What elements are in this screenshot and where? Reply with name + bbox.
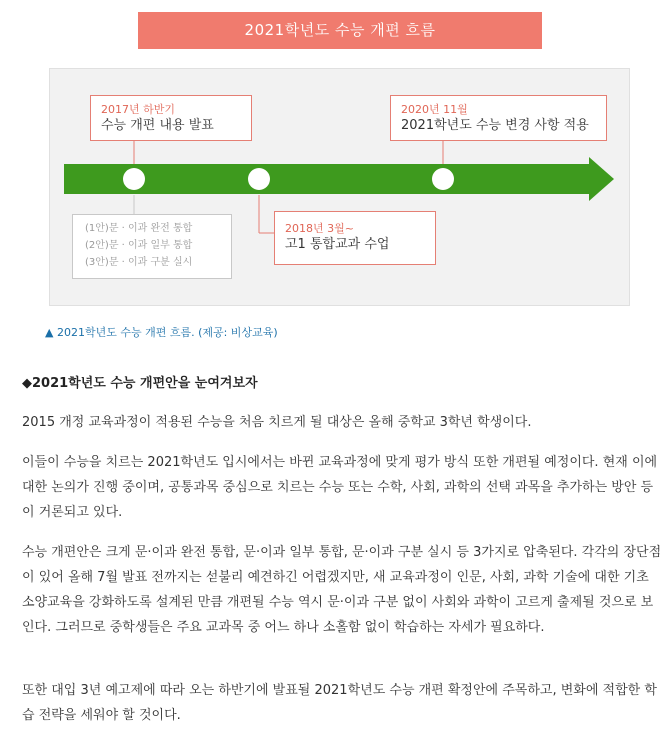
timeline-diagram xyxy=(49,68,630,306)
options-box xyxy=(72,214,232,279)
option-item: (1안)문 · 이과 완전 통합 xyxy=(85,223,193,234)
milestone-box-2017 xyxy=(90,95,252,141)
milestone-date: 2017년 하반기 xyxy=(101,103,175,116)
option-item: (2안)문 · 이과 일부 통합 xyxy=(85,240,193,251)
arrow-head xyxy=(589,157,614,201)
paragraph-4: 또한 대입 3년 예고제에 따라 오는 하반기에 발표될 2021학년도 수능 개편 확정안에 주목하고, 변화에 적합한 학습 전략을 세워야 할 것이다. xyxy=(22,683,657,723)
milestone-date: 2018년 3월~ xyxy=(285,222,354,235)
diagram-title-banner: 2021학년도 수능 개편 흐름 xyxy=(138,12,542,49)
milestone-date: 2020년 11월 xyxy=(401,103,468,116)
milestone-dot-2020 xyxy=(432,168,454,190)
milestone-desc: 2021학년도 수능 변경 사항 적용 xyxy=(401,118,589,133)
paragraph-2: 이들이 수능을 치르는 2021학년도 입시에서는 바뀐 교육과정에 맞게 평가 방식 또한 개편될 예정이다. 현재 이에 대한 논의가 진행 중이며, 공통과목 중심으로 치르는 수능 또는 수학, 사회, 과학의 선택 과목을 추가하는 방안 등이 거론되고 있다. xyxy=(22,455,658,520)
milestone-desc: 고1 통합교과 수업 xyxy=(285,237,390,252)
paragraph-3: 수능 개편안은 크게 문·이과 완전 통합, 문·이과 일부 통합, 문·이과 구분 실시 등 3가지로 압축된다. 각각의 장단점이 있어 올해 7월 발표 전까지는 섣불리 예견하긴 어렵겠지만, 새 교육과정이 인문, 사회, 과학 기술에 대한 기초 소양교육을 강화하도록 설계된 만큼 개편될 수능 역시 문·이과 구분 없이 사회와 과학이 고르게 출제될 것으로 보인다. 그러므로 중학생들은 주요 교과목 중 어느 하나 소홀함 없이 학습하는 자세가 필요하다. xyxy=(22,545,662,635)
section-heading: ◆2021학년도 수능 개편안을 눈여겨보자 xyxy=(22,376,258,391)
paragraph-1: 2015 개정 교육과정이 적용된 수능을 처음 치르게 될 대상은 올해 중학교 3학년 학생이다. xyxy=(22,415,532,430)
milestone-dot-2018 xyxy=(248,168,270,190)
image-caption: ▲ 2021학년도 수능 개편 흐름. (제공: 비상교육) xyxy=(45,326,278,339)
milestone-dot-2017 xyxy=(123,168,145,190)
milestone-desc: 수능 개편 내용 발표 xyxy=(101,118,214,133)
milestone-box-2018 xyxy=(274,211,436,265)
milestone-box-2020 xyxy=(390,95,607,141)
option-item: (3안)문 · 이과 구분 실시 xyxy=(85,257,193,268)
